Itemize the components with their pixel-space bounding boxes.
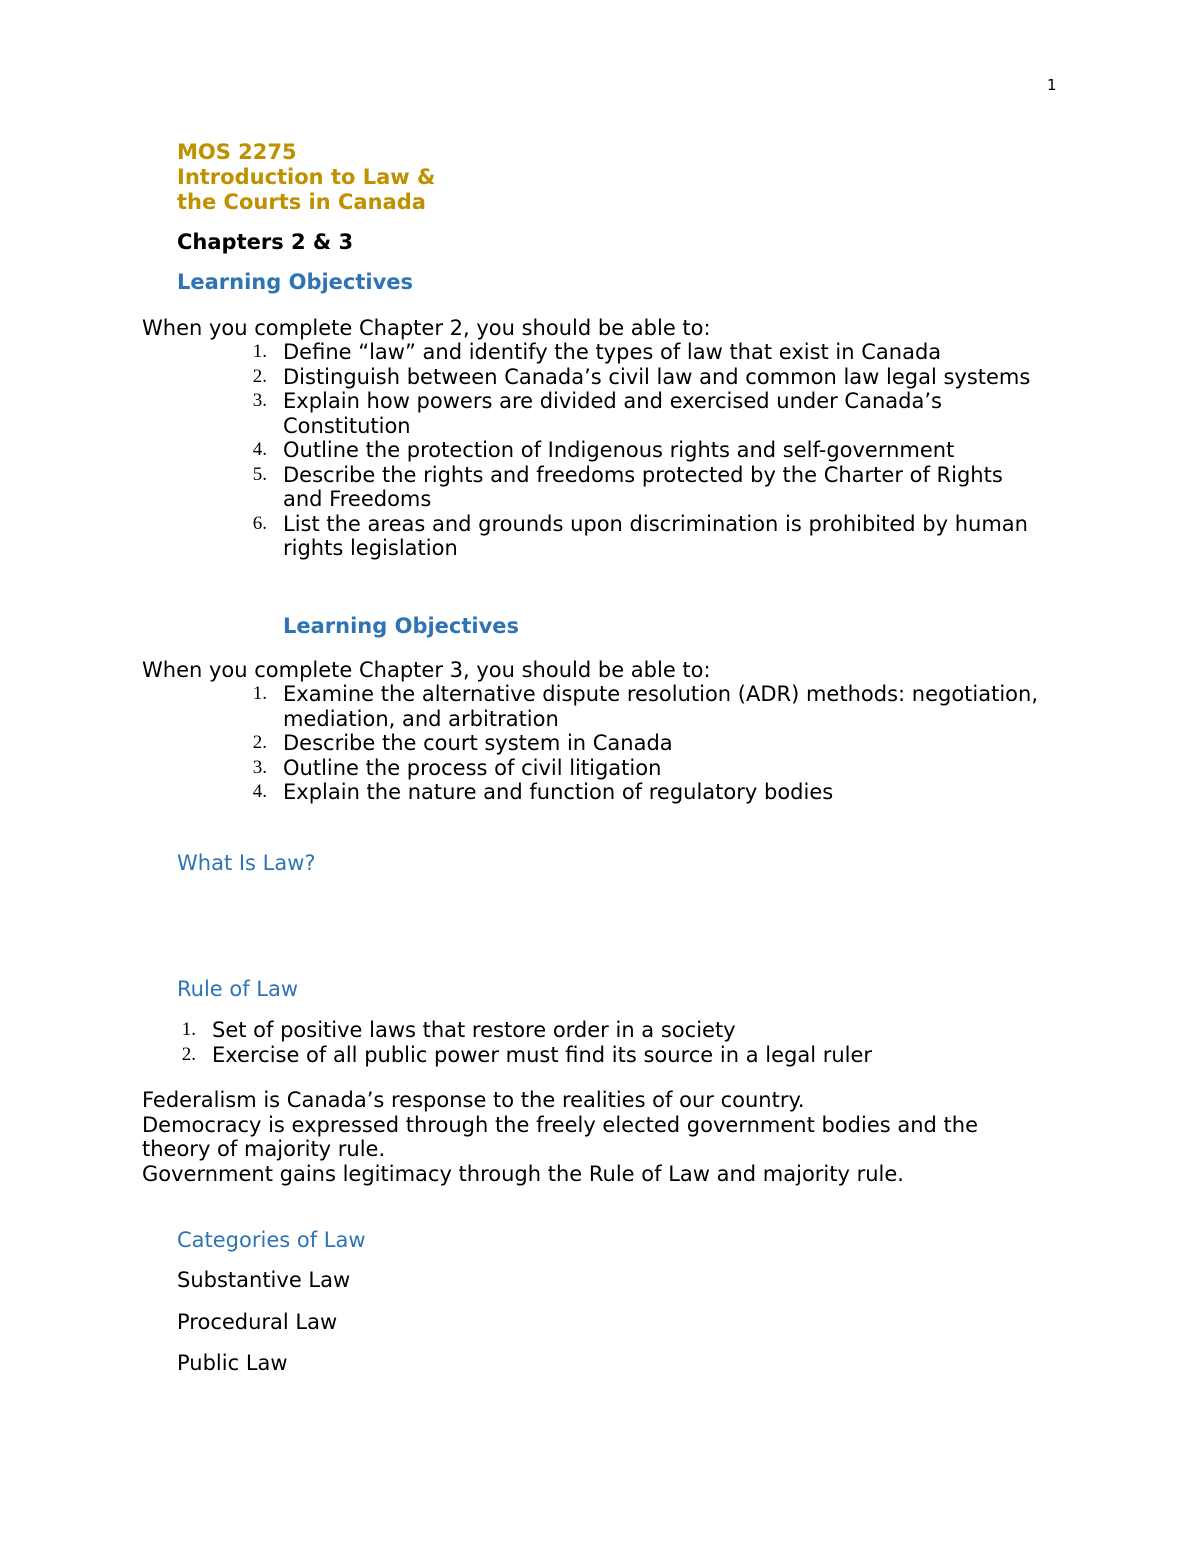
paragraph: Democracy is expressed through the freely elected government bodies and the theory of majority rule. [142, 1112, 979, 1161]
category-item: Public Law [177, 1351, 288, 1375]
rule-of-law-heading: Rule of Law [177, 977, 299, 1001]
list-item: 5. Describe the rights and freedoms protected by the Charter of Rights and Freedoms [252, 462, 1003, 511]
paragraph: Federalism is Canada’s response to the realities of our country. [142, 1088, 805, 1112]
ch2-intro: When you complete Chapter 2, you should be able to: [142, 316, 711, 340]
page-number: 1 [1047, 76, 1057, 94]
ch3-intro: When you complete Chapter 3, you should be able to: [142, 658, 711, 682]
document-title [177, 140, 435, 215]
course-code: MOS 2275 [177, 140, 297, 164]
body-paragraphs [142, 1088, 1042, 1186]
list-item: 1. Set of positive laws that restore order in a society [181, 1018, 736, 1042]
paragraph: Government gains legitimacy through the Rule of Law and majority rule. [142, 1161, 904, 1186]
list-item: 3. Explain how powers are divided and exercised under Canada’s Constitution [252, 389, 942, 438]
what-is-law-heading: What Is Law? [177, 851, 316, 875]
rule-of-law-list [181, 1018, 972, 1067]
category-item: Procedural Law [177, 1310, 338, 1334]
ch3-objectives-heading: Learning Objectives [283, 614, 520, 638]
list-item: 1. Examine the alternative dispute resolution (ADR) methods: negotiation, mediation, and arbitration [252, 682, 1039, 731]
list-item: 4. Outline the protection of Indigenous rights and self-government [252, 438, 955, 462]
ch2-objectives-heading: Learning Objectives [177, 270, 414, 294]
chapters-heading: Chapters 2 & 3 [177, 230, 354, 254]
list-item: 2. Distinguish between Canada’s civil law and common law legal systems [252, 364, 1031, 389]
list-item: 2. Exercise of all public power must find its source in a legal ruler [181, 1042, 873, 1067]
list-item: 4. Explain the nature and function of regulatory bodies [252, 780, 834, 804]
list-item: 2. Describe the court system in Canada [252, 731, 673, 755]
category-item: Substantive Law [177, 1268, 351, 1292]
title-line-2: the Courts in Canada [177, 190, 426, 214]
list-item: 6. List the areas and grounds upon discrimination is prohibited by human rights legislation [252, 511, 1028, 560]
list-item: 3. Outline the process of civil litigation [252, 755, 662, 780]
ch3-objectives-list [252, 682, 1043, 805]
list-item: 1. Define “law” and identify the types of law that exist in Canada [252, 340, 942, 364]
title-line-1: Introduction to Law & [177, 165, 436, 189]
ch2-objectives-list [252, 340, 1043, 561]
categories-heading: Categories of Law [177, 1228, 366, 1252]
